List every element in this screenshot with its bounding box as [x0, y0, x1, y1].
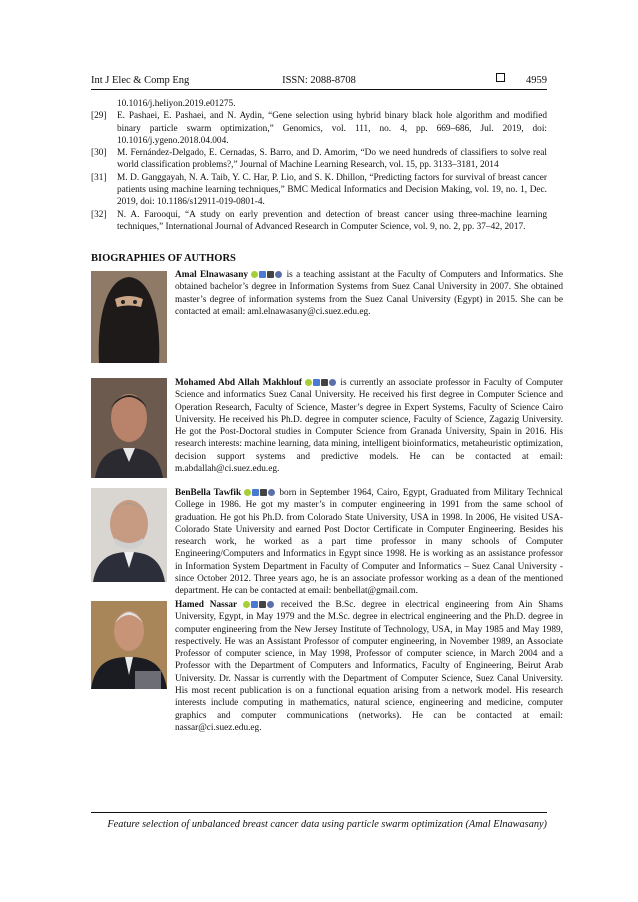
reference-number: [91, 98, 117, 110]
author-photo: [91, 271, 167, 363]
publons-icon[interactable]: [268, 489, 275, 496]
bio-text: [175, 269, 563, 318]
reference-number: [29]: [91, 111, 107, 122]
reference-item: [91, 172, 547, 209]
journal-name: Int J Elec & Comp Eng: [91, 74, 190, 86]
bio-body: born in September 1964, Cairo, Egypt, Graduated from Military Technical College in 1986. He got my master’s in computer engineering in 1991 from the same school of graduation. He got his Ph.D. from Colorado State University, USA in 1998. In 2006, He visited USA-Colorado State University and earned Post Doctor Certificate in Computer Engineering. Besides his research work, he worked as a part time professor in many schools of Computer Engineering/Computers and Informatics in Egypt since 1998. He is working as an assistance professor in Information System Department in Faculty of Computer and Informatics – Suez Canal University - since October 2012. Three years ago, he is an associate professor working as a dean of the mentioned department. He can be contacted at email: benbellat@gmail.com.: [175, 488, 563, 597]
author-photo: [91, 378, 167, 478]
reference-text: E. Pashaei, E. Pashaei, and N. Aydin, “Gene selection using hybrid binary black hole algorithm and modified binary particle swarm optimization,” Genomics, vol. 111, no. 4, pp. 669–686, Jul. 2019, doi: 10.1016/j.ygeno.2018.04.004.: [117, 111, 547, 146]
scopus-icon[interactable]: [259, 601, 266, 608]
square-icon: [496, 73, 505, 82]
orcid-icon[interactable]: [244, 489, 251, 496]
author-name: Hamed Nassar: [175, 600, 238, 610]
reference-item: [91, 209, 547, 234]
orcid-icon[interactable]: [305, 379, 312, 386]
publons-icon[interactable]: [267, 601, 274, 608]
reference-item: [91, 98, 547, 110]
reference-item: [91, 147, 547, 172]
orcid-icon[interactable]: [251, 271, 258, 278]
section-heading: BIOGRAPHIES OF AUTHORS: [91, 253, 236, 264]
scopus-icon[interactable]: [267, 271, 274, 278]
scholar-icon[interactable]: [313, 379, 320, 386]
bio-text: [175, 377, 563, 475]
bio-text: [175, 599, 563, 734]
orcid-icon[interactable]: [243, 601, 250, 608]
scholar-icon[interactable]: [252, 489, 259, 496]
scopus-icon[interactable]: [321, 379, 328, 386]
reference-item: [91, 110, 547, 147]
reference-number: [30]: [91, 148, 107, 159]
issn: ISSN: 2088-8708: [282, 74, 356, 86]
reference-text: M. D. Ganggayah, N. A. Taib, Y. C. Har, P. Lio, and S. K. Dhillon, “Predicting factors for survival of breast cancer patients using machine learning techniques,” BMC Medical Informatics and Decision Making, vol. 19, no. 1, Dec. 2019, doi: 10.1186/s12911-019-0801-4.: [117, 172, 547, 208]
reference-list: [91, 98, 547, 233]
author-photo: [91, 601, 167, 689]
scholar-icon[interactable]: [251, 601, 258, 608]
bio-body: received the B.Sc. degree in electrical engineering from Ain Shams University, Egypt, in May 1979 and the M.Sc. degree in electrical engineering and the Ph.D. degree in computer engineering from the New Jersey Institute of Technology, USA, in May 1985 and May 1989, respectively. He was an Assistant Professor of computer engineering, in November 1989, an Associate Professor of computer science, in May 1998, Professor of computer science, in March 2004 and a Professor with the Department of Computers and Informatics, Faculty of Engineering, Beirut Arab University. Dr. Nassar is currently with the Department of Computer Science, Suez Canal University. His most recent publication is on a functional equation arising from a network model. His research interests include computing in mathematics, natural science, engineering and medicine, computer graphics and computer communications (networks). He can be contacted at email: nassar@ci.suez.edu.eg.: [175, 600, 563, 733]
reference-number: [31]: [91, 172, 107, 183]
running-footer: Feature selection of unbalanced breast cancer data using particle swarm optimization (Amal Elnawasany): [107, 819, 547, 830]
bio-body: is currently an associate professor in Faculty of Computer Science and informatics Suez Canal University. He received his first degree in Computer Science and Operation Research, Faculty of Science, Master’s degree in Expert Systems, Faculty of Science Cairo University. He received his Ph.D. degree in computer science, Faculty of Science, Zagazig University. He got the Post-Doctoral studies in Computer Science from Granada University, Spain in 2016. His research interests: machine learning, data mining, intelligent bioinformatics, metaheuristic optimization, decision support systems and predictive models. He can be contacted at email: m.abdallah@ci.suez.edu.eg.: [175, 378, 563, 475]
footer-rule: [91, 812, 547, 813]
scholar-icon[interactable]: [259, 271, 266, 278]
author-name: BenBella Tawfik: [175, 488, 242, 498]
publons-icon[interactable]: [275, 271, 282, 278]
author-name: Mohamed Abd Allah Makhlouf: [175, 378, 302, 388]
header-rule: [91, 89, 547, 90]
bio-body: is a teaching assistant at the Faculty of Computers and Informatics. She obtained bachelor’s degree in Information Systems from Suez Canal University in 2007. She obtained master’s degree of information systems from the Suez Canal University (Egypt) in 2015. She can be contacted at email: aml.elnawasany@ci.suez.edu.eg.: [175, 270, 563, 317]
reference-text: M. Fernández-Delgado, E. Cernadas, S. Barro, and D. Amorim, “Do we need hundreds of classifiers to solve real world classification problems?,” Journal of Machine Learning Research, vol. 15, pp. 3133–3181, 2014: [117, 148, 547, 171]
reference-text: N. A. Farooqui, “A study on early prevention and detection of breast cancer using three-machine learning techniques,” International Journal of Advanced Research in Computer Science, vol. 9, no. 2, pp. 37–42, 2017.: [117, 209, 547, 232]
author-name: Amal Elnawasany: [175, 270, 249, 280]
scopus-icon[interactable]: [260, 489, 267, 496]
page-number: 4959: [526, 74, 547, 86]
publons-icon[interactable]: [329, 379, 336, 386]
reference-number: [32]: [91, 209, 107, 220]
author-photo: [91, 488, 167, 582]
running-header: [91, 72, 547, 88]
bio-text: [175, 487, 563, 598]
reference-text: 10.1016/j.heliyon.2019.e01275.: [117, 99, 236, 109]
